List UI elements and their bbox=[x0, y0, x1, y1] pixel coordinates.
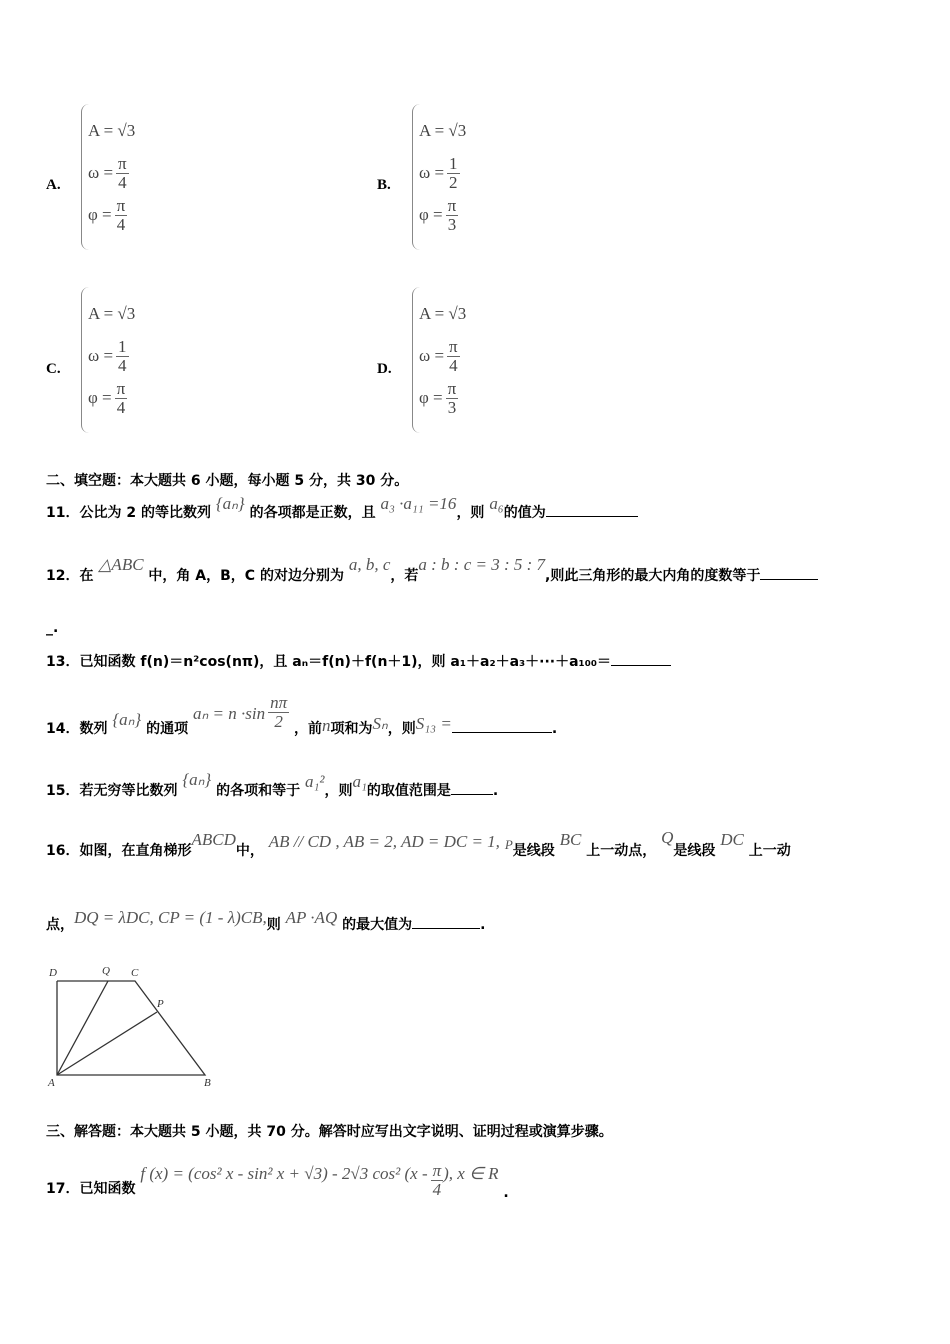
answer-blank[interactable] bbox=[611, 665, 671, 666]
phi-den: 3 bbox=[447, 214, 457, 234]
text: 在 bbox=[79, 568, 94, 584]
question-14 bbox=[46, 688, 558, 737]
option-label: B. bbox=[377, 177, 391, 193]
omega-label: ω = bbox=[419, 346, 445, 365]
amplitude: A = √3 bbox=[88, 121, 136, 140]
text: ,则此三角形的最大内角的度数等于 bbox=[545, 568, 761, 584]
text: 点， bbox=[46, 917, 74, 933]
math: AP ·AQ bbox=[285, 908, 338, 927]
section-2-heading: 二、填空题：本大题共 6 小题，每小题 5 分，共 30 分。 bbox=[46, 473, 409, 489]
math: {aₙ} bbox=[182, 770, 212, 789]
text: 的取值范围是 bbox=[366, 783, 451, 799]
text: 是线段 bbox=[673, 843, 716, 859]
question-17 bbox=[46, 1152, 509, 1201]
amplitude: A = √3 bbox=[419, 121, 467, 140]
equation-system bbox=[88, 110, 135, 236]
phi-den: 3 bbox=[447, 397, 457, 417]
omega-den: 4 bbox=[118, 172, 127, 192]
text: 则 bbox=[266, 917, 281, 933]
math: {aₙ} bbox=[112, 709, 142, 729]
omega-num: 1 bbox=[118, 336, 127, 356]
label-d: D bbox=[49, 967, 57, 979]
segment-ap bbox=[57, 1012, 157, 1075]
question-16 bbox=[46, 828, 791, 860]
math: P bbox=[504, 837, 513, 852]
question-number: 16． bbox=[46, 843, 80, 859]
text: . bbox=[551, 720, 558, 737]
text: 项和为 bbox=[330, 720, 373, 737]
omega-label: ω = bbox=[419, 163, 445, 182]
text: 若无穷等比数列 bbox=[79, 783, 178, 799]
math: DC bbox=[720, 830, 744, 849]
math: Sₙ bbox=[372, 713, 388, 733]
math: △ABC bbox=[98, 555, 144, 574]
equation-system bbox=[88, 293, 135, 419]
text: . bbox=[480, 917, 486, 933]
question-11 bbox=[46, 494, 638, 522]
text: . bbox=[503, 1184, 509, 1201]
text: 的值为 bbox=[503, 505, 546, 521]
label-c: C bbox=[131, 967, 139, 979]
phi-label: φ = bbox=[419, 205, 443, 224]
phi-label: φ = bbox=[88, 205, 112, 224]
phi-num: π bbox=[116, 378, 126, 398]
question-number: 12． bbox=[46, 568, 80, 584]
math: a₁ bbox=[352, 772, 367, 791]
math: a₁² bbox=[304, 772, 325, 791]
math: a₆ bbox=[489, 494, 504, 513]
text: ，若 bbox=[390, 568, 419, 584]
text: 已知函数 f(n)＝n²cos(nπ)，且 aₙ＝f(n)＋f(n＋1)，则 a₁＋a₂＋a₃＋···＋a₁₀₀＝ bbox=[79, 654, 611, 670]
omega-den: 4 bbox=[449, 355, 458, 375]
q12-continuation: _. bbox=[46, 620, 59, 636]
phi-den: 4 bbox=[116, 397, 126, 417]
omega-num: π bbox=[118, 153, 127, 173]
text: 的最大值为 bbox=[342, 917, 413, 933]
label-p: P bbox=[157, 998, 164, 1010]
omega-den: 2 bbox=[449, 172, 458, 192]
frac-den: 2 bbox=[274, 712, 283, 731]
answer-blank[interactable] bbox=[546, 516, 638, 517]
phi-den: 4 bbox=[116, 214, 126, 234]
text: 中， bbox=[235, 843, 264, 859]
question-number: 17． bbox=[46, 1180, 80, 1197]
answer-blank[interactable] bbox=[451, 794, 493, 795]
text: 数列 bbox=[79, 720, 108, 737]
frac-num: nπ bbox=[270, 693, 288, 712]
text: 公比为 2 的等比数列 bbox=[79, 505, 211, 521]
math: S₁₃ = bbox=[415, 713, 452, 733]
omega-den: 4 bbox=[118, 355, 127, 375]
phi-num: π bbox=[447, 378, 457, 398]
text: 中，角 A，B，C 的对边分别为 bbox=[148, 568, 344, 584]
math: a₃ ·a₁₁ =16 bbox=[380, 494, 457, 513]
option-label: A. bbox=[46, 177, 61, 193]
math: a, b, c bbox=[348, 555, 391, 574]
segment-aq bbox=[57, 981, 108, 1075]
question-number: 13． bbox=[46, 654, 80, 670]
equation-system bbox=[419, 110, 466, 236]
option-label: C. bbox=[46, 361, 61, 377]
math: n bbox=[321, 715, 331, 735]
answer-blank[interactable] bbox=[760, 579, 818, 580]
text: ，则 bbox=[324, 783, 353, 799]
frac-den: 4 bbox=[432, 1180, 442, 1199]
text: ，则 bbox=[456, 505, 485, 521]
math: f (x) = (cos² x - sin² x + √3) - 2√3 cos² (x - bbox=[140, 1163, 428, 1183]
text: 的通项 bbox=[146, 720, 189, 737]
omega-label: ω = bbox=[88, 163, 114, 182]
text: ，前 bbox=[293, 720, 322, 737]
math: DQ = λDC, CP = (1 - λ)CB, bbox=[74, 908, 267, 927]
phi-num: π bbox=[447, 195, 457, 215]
omega-num: 1 bbox=[449, 153, 458, 173]
math: BC bbox=[559, 830, 582, 849]
math: a : b : c = 3 : 5 : 7 bbox=[418, 555, 546, 574]
math: Q bbox=[661, 828, 674, 847]
omega-num: π bbox=[449, 336, 458, 356]
amplitude: A = √3 bbox=[88, 304, 136, 323]
question-15 bbox=[46, 770, 499, 800]
phi-num: π bbox=[116, 195, 126, 215]
text: 是线段 bbox=[512, 843, 555, 859]
text: 的各项和等于 bbox=[216, 783, 301, 799]
text: 的各项都是正数，且 bbox=[249, 505, 376, 521]
trapezoid-figure bbox=[40, 960, 230, 1090]
math: {aₙ} bbox=[215, 494, 245, 513]
label-a: A bbox=[48, 1077, 55, 1089]
phi-label: φ = bbox=[88, 388, 112, 407]
text: 上一动点， bbox=[586, 843, 657, 859]
question-12 bbox=[46, 555, 818, 585]
question-number: 11． bbox=[46, 505, 80, 521]
text: 如图，在直角梯形 bbox=[79, 843, 192, 859]
question-number: 14． bbox=[46, 720, 80, 737]
phi-label: φ = bbox=[419, 388, 443, 407]
math: ), x ∈ R bbox=[443, 1163, 499, 1183]
label-q: Q bbox=[102, 965, 110, 977]
text: ，则 bbox=[387, 720, 416, 737]
math: ABCD bbox=[191, 830, 236, 849]
question-16-line-2 bbox=[46, 908, 486, 934]
answer-blank[interactable] bbox=[452, 732, 552, 733]
answer-blank[interactable] bbox=[412, 928, 480, 929]
math: AB // CD , AB = 2, AD = DC = 1, bbox=[268, 832, 500, 851]
math: aₙ = n ·sin bbox=[192, 703, 266, 723]
omega-label: ω = bbox=[88, 346, 114, 365]
text: 上一动 bbox=[748, 843, 791, 859]
section-3-heading: 三、解答题：本大题共 5 小题，共 70 分。解答时应写出文字说明、证明过程或演算步骤。 bbox=[46, 1124, 613, 1140]
text: 已知函数 bbox=[79, 1180, 136, 1197]
text: . bbox=[492, 783, 499, 799]
amplitude: A = √3 bbox=[419, 304, 467, 323]
question-13 bbox=[46, 651, 671, 671]
question-number: 15． bbox=[46, 783, 80, 799]
equation-system bbox=[419, 293, 466, 419]
label-b: B bbox=[204, 1077, 211, 1089]
frac-num: π bbox=[432, 1161, 442, 1180]
option-label: D. bbox=[377, 361, 392, 377]
